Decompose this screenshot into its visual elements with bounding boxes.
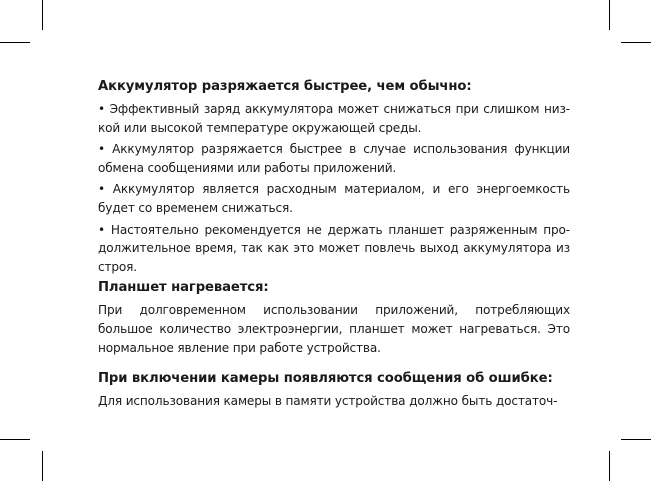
crop-mark-top-right-vertical xyxy=(609,0,610,30)
crop-mark-top-left-vertical xyxy=(42,0,43,30)
camera-errors-paragraph: Для использования камеры в памяти устройства должно быть достаточ- xyxy=(98,394,558,409)
crop-mark-bottom-right-horizontal xyxy=(621,439,651,440)
crop-mark-bottom-left-vertical xyxy=(42,451,43,481)
battery-bullet-apps: • Аккумулятор разряжается быстрее в случае использования функции обмена сообщениями или работы приложений. xyxy=(98,142,570,175)
crop-mark-top-right-horizontal xyxy=(621,42,651,43)
section-heading-tablet-heats: Планшет нагревается: xyxy=(98,280,269,296)
tablet-heats-paragraph: При долговременном использовании приложений, потребляющих большое количество электроэнергии, планшет может нагреваться. Это нормальное явление при работе устройства. xyxy=(98,303,570,355)
crop-mark-bottom-right-vertical xyxy=(609,451,610,481)
crop-mark-top-left-horizontal xyxy=(0,42,30,43)
crop-mark-bottom-left-horizontal xyxy=(0,439,30,440)
section-heading-battery-drain: Аккумулятор разряжается быстрее, чем обычно: xyxy=(98,79,472,94)
battery-bullet-temperature: • Эффективный заряд аккумулятора может снижаться при слишком низ-кой или высокой температуре окружающей среды. xyxy=(98,102,570,135)
battery-bullet-consumable: • Аккумулятор является расходным материалом, и его энергоемкость будет со временем снижаться. xyxy=(98,182,570,215)
battery-bullet-discharged: • Настоятельно рекомендуется не держать планшет разряженным про-должительное время, так как это может повлечь выход аккумулятора из строя. xyxy=(98,222,570,274)
section-heading-camera-errors: При включении камеры появляются сообщения об ошибке: xyxy=(98,371,553,387)
manual-page xyxy=(98,78,570,411)
